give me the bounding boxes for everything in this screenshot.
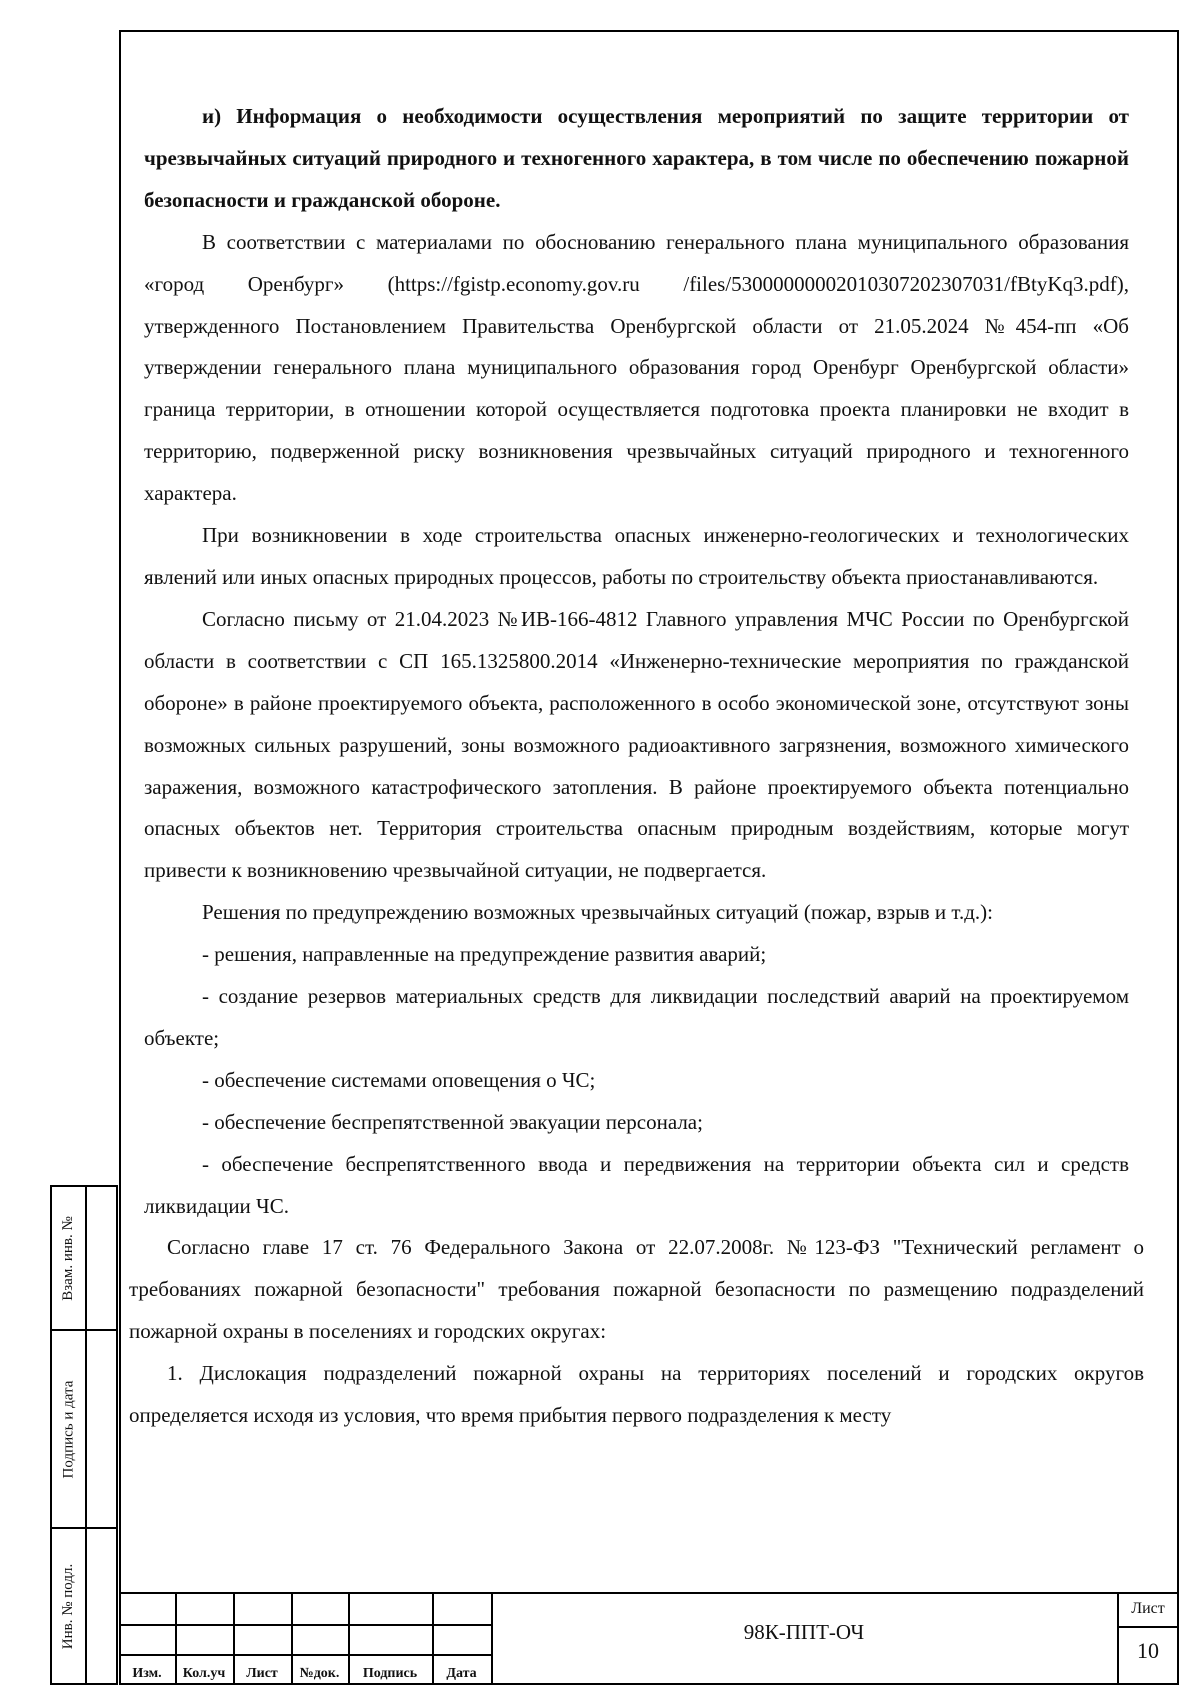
paragraph: Согласно главе 17 ст. 76 Федерального Закона от 22.07.2008г. №123-ФЗ "Технический регламент о требованиях пожарной безопасности" требования пожарной безопасности по размещению подразделений пожарной охраны в поселениях и городских округах: (129, 1235, 1144, 1344)
side-stamp-vzam (50, 1185, 118, 1331)
side-label: Инв. № подл. (60, 1563, 76, 1649)
paragraph: В соответствии с материалами по обоснованию генерального плана муниципального образования «город Оренбург» (https://fgistp.economy.gov.ru /files/53000000002010307202307031/fBtyKq3.pdf), утвержденного Постановлением Правительства Оренбургской области от 21.05.2024 №454-пп «Об утверждении генерального плана муниципального образования город Оренбург Оренбургской области» граница территории, в отношении которой осуществляется подготовка проекта планировки не входит в территорию, подверженной риску возникновения чрезвычайных ситуаций природного и техногенного характера. (144, 229, 1129, 506)
side-label: Подпись и дата (60, 1380, 77, 1478)
side-label: Взам. инв. № (60, 1215, 76, 1301)
side-stamp-podpis (50, 1329, 118, 1529)
col-data: Дата (446, 1666, 477, 1681)
paragraph: При возникновении в ходе строительства опасных инженерно-геологических и технологических явлений или иных опасных природных процессов, работы по строительству объекта приостанавливаются. (144, 523, 1129, 589)
col-podpis: Подпись (362, 1666, 418, 1681)
sheet-number: 10 (1137, 1638, 1159, 1663)
col-izm: Изм. (132, 1666, 162, 1681)
sheet-label: Лист (1131, 1600, 1165, 1617)
document-code: 98К-ППТ-ОЧ (743, 1620, 865, 1644)
document-body (129, 96, 1144, 1437)
list-item: - обеспечение системами оповещения о ЧС; (202, 1067, 596, 1092)
paragraph: Решения по предупреждению возможных чрезвычайных ситуаций (пожар, взрыв и т.д.): (202, 900, 993, 925)
col-list: Лист (246, 1666, 278, 1681)
side-stamp-inv (50, 1527, 118, 1685)
col-koluch: Кол.уч (182, 1666, 226, 1681)
list-item: - обеспечение беспрепятственной эвакуации персонала; (202, 1109, 703, 1134)
paragraph: Согласно письму от 21.04.2023 №ИВ-166-4812 Главного управления МЧС России по Оренбургской области в соответствии с СП 165.1325800.2014 «Инженерно-технические мероприятия по гражданской обороне» в районе проектируемого объекта, расположенного в особо экономической зоне, отсутствуют зоны возможных сильных разрушений, зоны возможного радиоактивного загрязнения, возможного химического заражения, возможного катастрофического затопления. В районе проектируемого объекта потенциально опасных объектов нет. Территория строительства опасным природным воздействиям, которые могут привести к возникновению чрезвычайной ситуации, не подвергается. (144, 606, 1129, 883)
list-item: - обеспечение беспрепятственного ввода и передвижения на территории объекта сил и средств ликвидации ЧС. (144, 1151, 1129, 1218)
list-item: - создание резервов материальных средств для ликвидации последствий аварий на проектируемом объекте; (144, 984, 1129, 1050)
section-heading: и) Информация о необходимости осуществления мероприятий по защите территории от чрезвычайных ситуаций природного и техногенного характера, в том числе по обеспечению пожарной безопасности и гражданской обороне. (144, 104, 1129, 212)
title-block (119, 1592, 1179, 1685)
col-ndok: №док. (299, 1666, 340, 1681)
paragraph: 1. Дислокация подразделений пожарной охраны на территориях поселений и городских округов определяется исходя из условия, что время прибытия первого подразделения к месту (129, 1361, 1144, 1428)
list-item: - решения, направленные на предупреждение развития аварий; (202, 942, 767, 967)
